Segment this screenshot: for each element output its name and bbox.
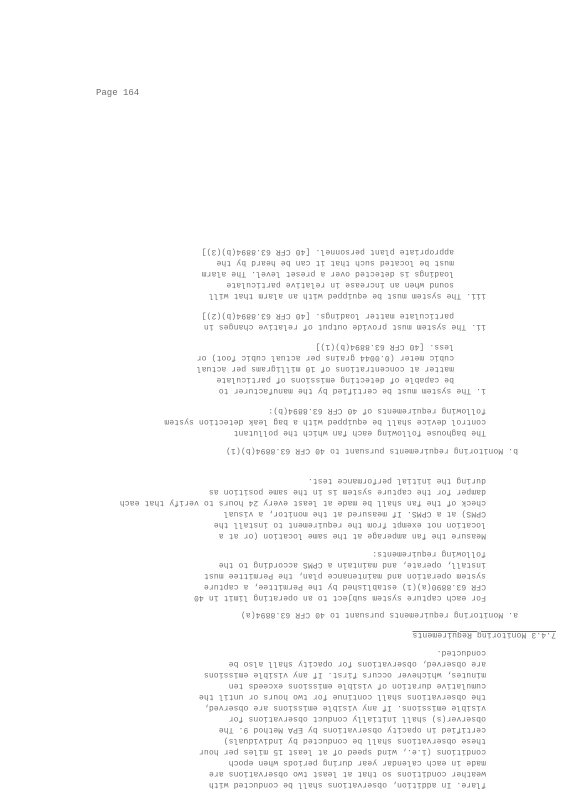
body-text-line: made in each calendar year during periods when epoch (228, 758, 486, 767)
body-text-line: control device shall be equipped with a bag leak detection system (164, 417, 486, 426)
body-text-line: certified in opacity observations by EPA Method 9. The (218, 725, 486, 734)
list-item-text: cubic meter (0.0044 grains per actual cubic foot) or (196, 353, 454, 362)
page-number: Page 164 (96, 88, 140, 98)
list-item-text: i. The system must be certified by the manufacturer to (218, 386, 486, 395)
body-text-line: Measure the fan amperage at the same location (or at a (218, 531, 486, 540)
body-text-line: are observed, observations for opacity shall also be (228, 659, 486, 668)
body-text-line: weather conditions so that at least two observations are (208, 769, 486, 778)
body-text-line: flare. In addition, observations shall be conducted with (208, 780, 486, 789)
body-text-line: during the initial performance test. (307, 476, 486, 485)
list-item-text: particulate matter loadings. [40 CFR 63.8894(b)(2)] (201, 311, 454, 320)
body-text-line: the observations shall continue for two hours or until the (198, 692, 486, 701)
body-text-line: system operation and maintenance plan, the Permittee must (203, 571, 486, 580)
subsection-heading: b. Monitoring requirements pursuant to 40 CFR 63.8894(b)(1) (225, 446, 518, 455)
body-text-line: location not exempt from the requirement to install the (213, 520, 486, 529)
body-text-line: observer(s) shall initially conduct observations for (228, 714, 486, 723)
list-item-text: loadings is detected over a preset level. The alarm (201, 269, 454, 278)
list-item-text: appropriate plant personnel. [40 CFR 63.8894(b)(3)] (201, 247, 454, 256)
list-item-text: less. [40 CFR 63.8894(b)(1)] (315, 342, 454, 351)
list-item-text: matter at concentrations of 10 milligrams per actual (196, 364, 454, 373)
list-item-text: must be located such that it can be heard by the (216, 258, 454, 267)
body-text-line: damper for the capture system is in the same position as (208, 487, 486, 496)
section-heading: 7.4.3 Monitoring Requirements (412, 630, 556, 639)
body-text-line: conducted. (436, 648, 486, 657)
body-text-line: CPMS) at a CPMS. If measured at the monitor, a visual (223, 509, 486, 518)
list-item-text: be capable of detecting emissions of particulate (216, 375, 454, 384)
body-text-line: For each capture system subject to an operating limit in 40 (193, 593, 486, 602)
list-item-text: ii. The system must provide output of relative changes in (203, 322, 486, 331)
body-text-line: The baghouse following each fan which the pollutant (233, 428, 486, 437)
body-text-line: CFR 63.8890(a)(1) established by the Permittee, a capture (203, 582, 486, 591)
body-text-line: cumulative duration of visible emissions exceeds ten (228, 681, 486, 690)
body-text-line: these observations shall be conducted by individuals) (223, 736, 486, 745)
body-text-line: visible emissions. If any visible emissions are observed, (203, 703, 486, 712)
body-text-line: install, operate, and maintain a CPMS according to the (218, 560, 486, 569)
body-text-line: minutes, whichever occurs first. If any visible emissions (203, 670, 486, 679)
list-item-text: sound when an increase in relative particulate (226, 280, 454, 289)
body-text-line: check of the fan shall be made at least every 24 hours to verify that each (119, 498, 486, 507)
subsection-heading: a. Monitoring requirements pursuant to 40 CFR 63.8894(a) (240, 610, 518, 619)
body-text-line: conditions (i.e., wind speed of at least 15 miles per hour (198, 747, 486, 756)
body-text-line: following requirements of 40 CFR 63.8894(b): (268, 406, 486, 415)
body-text-line: following requirements: (372, 549, 486, 558)
list-item-text: iii. The system must be equipped with an alarm that will (208, 291, 486, 300)
